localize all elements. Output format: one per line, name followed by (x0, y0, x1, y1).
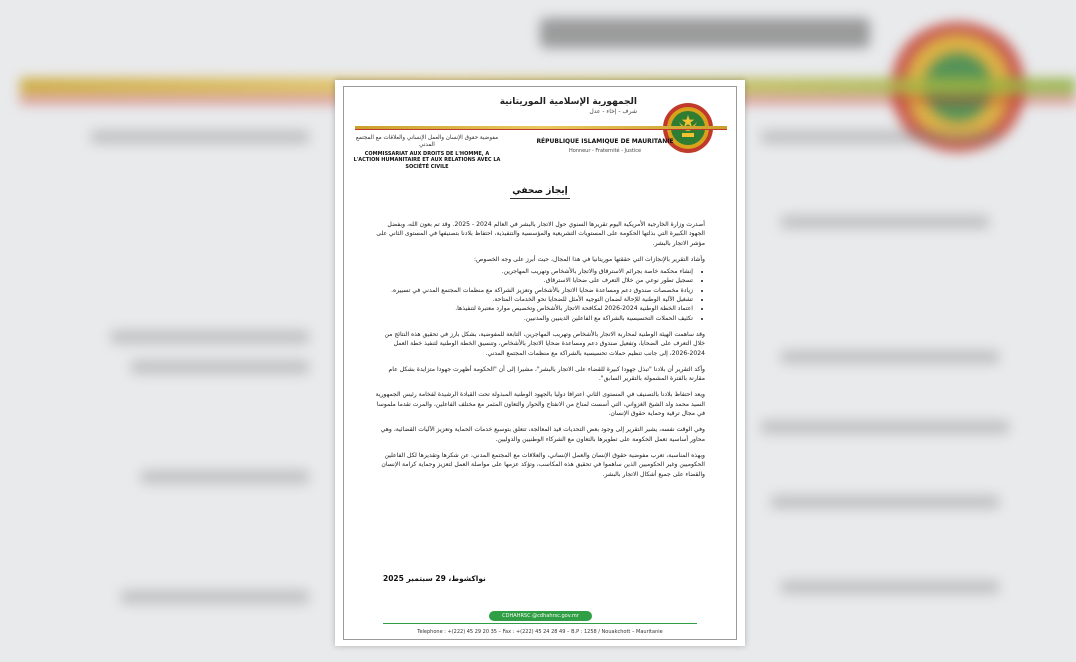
bg-line (780, 580, 1000, 594)
bg-line (110, 330, 310, 344)
paragraph: وأشاد التقرير بالإنجازات التي حققتها موريتانيا في هذا المجال، حيث أبرز على وجه الخصوص: (474, 255, 705, 263)
header-red-line (355, 129, 727, 130)
bg-line (760, 130, 1000, 144)
bg-line (120, 590, 310, 604)
republic-fr: RÉPUBLIQUE ISLAMIQUE DE MAURITANIE (536, 138, 674, 145)
header-arabic (500, 97, 637, 115)
footer-rule (383, 623, 697, 624)
list-item: • زيادة مخصصات صندوق دعم ومساعدة ضحايا الاتجار بالأشخاص وتعزيز الشراكة مع منظمات المجتمع المدني في تسييره. (375, 286, 693, 295)
bg-line (780, 215, 990, 229)
achievements-list (375, 267, 705, 323)
document-body (375, 220, 705, 486)
footer-contact: Telephone : +(222) 45 29 20 35 – Fax : +(222) 45 24 28 49 – B.P : 1258 / Nouakchott – Mauritanie (417, 629, 663, 635)
bg-line (140, 470, 310, 484)
list-item: • إنشاء محكمة خاصة بجرائم الاسترقاق والاتجار بالأشخاص وتهريب المهاجرين. (375, 267, 693, 276)
motto-ar: شرف - إخاء - عدل (589, 108, 637, 115)
paragraph: وفي الوقت نفسه، يشير التقرير إلى وجود بعض التحديات قيد المعالجة، تتعلق بتوسيع خدمات الحماية وتعزيز الآليات القضائية، وهي محاور أساسية تعمل الحكومة على تطويرها بالتعاون مع الشركاء الوطنيين والدوليين. (380, 426, 705, 443)
bg-line (770, 495, 1000, 509)
paragraph: وبهذه المناسبة، تعرب مفوضية حقوق الإنسان والعمل الإنساني، والعلاقات مع المجتمع المدني، عن شكرها وتقديرها لكل الفاعلين الحكوميين وغير الحكوميين الذين ساهموا في تحقيق هذه المكاسب، وتؤكد عزمها على مواصلة العمل لتعزيز وحماية كرامة الإنسان والقضاء على جميع أشكال الاتجار بالبشر. (381, 451, 705, 478)
motto-fr: Honneur - Fraternité - Justice (568, 148, 642, 154)
list-item: • تشغيل الآلية الوطنية للإحالة لضمان التوجيه الأمثل للضحايا نحو الخدمات المتاحة. (375, 295, 693, 304)
press-release-page (335, 80, 745, 646)
paragraph: أصدرت وزارة الخارجية الأمريكية اليوم تقريرها السنوي حول الاتجار بالبشر في العالم 2024 - 2025. وقد تم بعون الله، وبفضل الجهود الكبيرة التي بذلتها الحكومة على المستويات التشريعية والمؤسسية والتنفيذية، احتفاظ بلادنا بتصنيفها في المستوى الثاني على مؤشر الاتجار بالبشر. (376, 221, 705, 247)
paragraph: وقد ساهمت الهيئة الوطنية لمحاربة الاتجار بالأشخاص وتهريب المهاجرين، التابعة للمفوضية، بشكل بارز في تحقيق هذه النتائج من خلال التعرف على الضحايا، وتفعيل صندوق دعم ومساعدة ضحايا الاتجار بالأشخاص، وتنسيق الخطة الوطنية لتنفيذ خطة العمل 2024-2026، إلى جانب تنظيم حملات تحسيسية بالشراكة مع منظمات المجتمع المدني. (384, 330, 705, 357)
title-underline (510, 198, 570, 199)
commission-fr: COMMISSARIAT AUX DROITS DE L'HOMME, A L'ACTION HUMANITAIRE ET AUX RELATIONS AVEC LA SOCIÉTÉ CIVILE (353, 151, 501, 170)
list-item: • تكثيف الحملات التحسيسية بالشراكة مع الفاعلين الدينيين والمدنيين. (375, 314, 693, 323)
republic-ar: الجمهورية الإسلامية الموريتانية (499, 97, 637, 107)
document-title: إيجاز صحفي (512, 186, 568, 196)
list-item: • اعتماد الخطة الوطنية 2024-2026 لمكافحة الاتجار بالأشخاص وتخصيص موارد معتبرة لتنفيذها. (375, 304, 693, 313)
paragraph: ويعد احتفاظ بلادنا بالتصنيف في المستوى الثاني اعترافا دوليا بالجهود الوطنية المبذولة تحت القيادة الرشيدة لفخامة رئيس الجمهورية السيد محمد ولد الشيخ الغزواني، التي أسست لمناخ من الانفتاح والحوار والتعاون المثمر مع مختلف الفاعلين، والمرت تقدما ملموسا في مجال ترقية وحماية حقوق الإنسان. (375, 391, 705, 418)
bg-line (780, 350, 1000, 364)
social-handle-pill: CDHAHRSC @cdhahrsc.gov.mr (489, 611, 592, 621)
bg-line (760, 420, 1010, 434)
bg-line (90, 130, 310, 144)
paragraph: وأكد التقرير أن بلادنا "تبذل جهودا كبيرة للقضاء على الاتجار بالبشر"، مشيرا إلى أن "الحكومة أظهرت جهودا متزايدة بشكل عام مقارنة بالفترة المشمولة بالتقرير السابق". (388, 365, 705, 383)
list-item: • تسجيل تطور نوعي من خلال التعرف على ضحايا الاسترقاق. (375, 276, 693, 285)
header-republic-fr (535, 138, 675, 154)
signature-place-date: نواكشوط، 29 سبتمبر 2025 (383, 574, 486, 583)
header-commission (353, 135, 501, 170)
bg-line (130, 360, 310, 374)
commission-ar: مفوضية حقوق الإنسان والعمل الإنساني والعلاقات مع المجتمع المدني (355, 135, 499, 148)
bg-title-blur (540, 18, 870, 48)
